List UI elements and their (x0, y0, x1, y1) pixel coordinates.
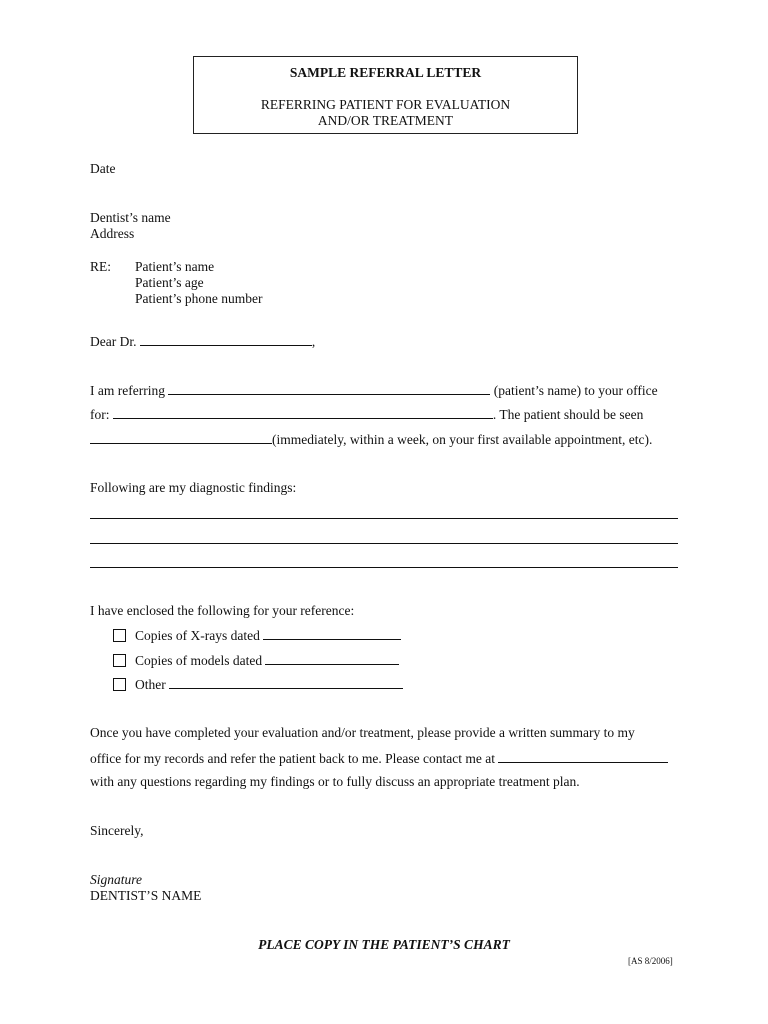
findings-line-1[interactable] (90, 518, 678, 519)
xrays-label: Copies of X-rays dated (135, 628, 260, 643)
for-suffix: . The patient should be seen (492, 407, 644, 422)
referring-line (90, 382, 658, 399)
re-patient-age: Patient’s age (135, 275, 204, 290)
for-prefix: for: (90, 407, 110, 422)
closing-line-1: Once you have completed your evaluation and/or treatment, please provide a written summary to my (90, 725, 635, 740)
referring-prefix: I am referring (90, 383, 165, 398)
models-label: Copies of models dated (135, 653, 263, 668)
title-box (193, 56, 578, 134)
xrays-checkbox[interactable] (113, 629, 126, 642)
models-line (135, 652, 399, 669)
reason-blank[interactable] (113, 406, 493, 419)
sincerely: Sincerely, (90, 823, 144, 838)
salutation-suffix: , (311, 334, 316, 349)
re-label: RE: (90, 259, 112, 274)
document-subtitle-line1: REFERRING PATIENT FOR EVALUATION (260, 97, 511, 112)
patient-name-blank[interactable] (168, 382, 490, 395)
findings-line-2[interactable] (90, 543, 678, 544)
other-line (135, 676, 403, 693)
findings-label: Following are my diagnostic findings: (90, 480, 297, 495)
chart-instruction-text: PLACE COPY IN THE PATIENT’S CHART (258, 937, 510, 952)
enclosed-label: I have enclosed the following for your reference: (90, 603, 355, 618)
other-blank[interactable] (169, 676, 403, 689)
re-patient-phone: Patient’s phone number (135, 291, 263, 306)
salutation-line (90, 333, 315, 350)
form-code: [AS 8/2006] (628, 956, 673, 966)
dentist-name-field: Dentist’s name (90, 210, 171, 225)
dentist-name-caps: DENTIST’S NAME (90, 888, 202, 903)
other-label: Other (135, 677, 166, 692)
signature: Signature (90, 872, 142, 887)
timing-line (90, 431, 652, 448)
date-field: Date (90, 161, 116, 176)
xrays-date-blank[interactable] (263, 627, 401, 640)
chart-instruction (0, 937, 768, 953)
closing-line-3: with any questions regarding my findings or to fully discuss an appropriate treatment plan. (90, 774, 580, 789)
referring-suffix: (patient’s name) to your office (493, 383, 658, 398)
closing-line-2 (90, 750, 668, 767)
address-field: Address (90, 226, 135, 241)
models-checkbox[interactable] (113, 654, 126, 667)
other-checkbox[interactable] (113, 678, 126, 691)
for-line (90, 406, 643, 423)
re-patient-name: Patient’s name (135, 259, 215, 274)
closing-line-2-text: office for my records and refer the patient back to me. Please contact me at (90, 751, 495, 766)
doctor-name-blank[interactable] (140, 333, 312, 346)
document-subtitle-line2: AND/OR TREATMENT (317, 113, 454, 128)
document-title: SAMPLE REFERRAL LETTER (289, 65, 482, 80)
models-date-blank[interactable] (265, 652, 399, 665)
timing-suffix: (immediately, within a week, on your first available appointment, etc). (272, 432, 653, 447)
findings-line-3[interactable] (90, 567, 678, 568)
salutation-prefix: Dear Dr. (90, 334, 137, 349)
xrays-line (135, 627, 401, 644)
timing-blank[interactable] (90, 431, 272, 444)
contact-blank[interactable] (498, 750, 668, 763)
